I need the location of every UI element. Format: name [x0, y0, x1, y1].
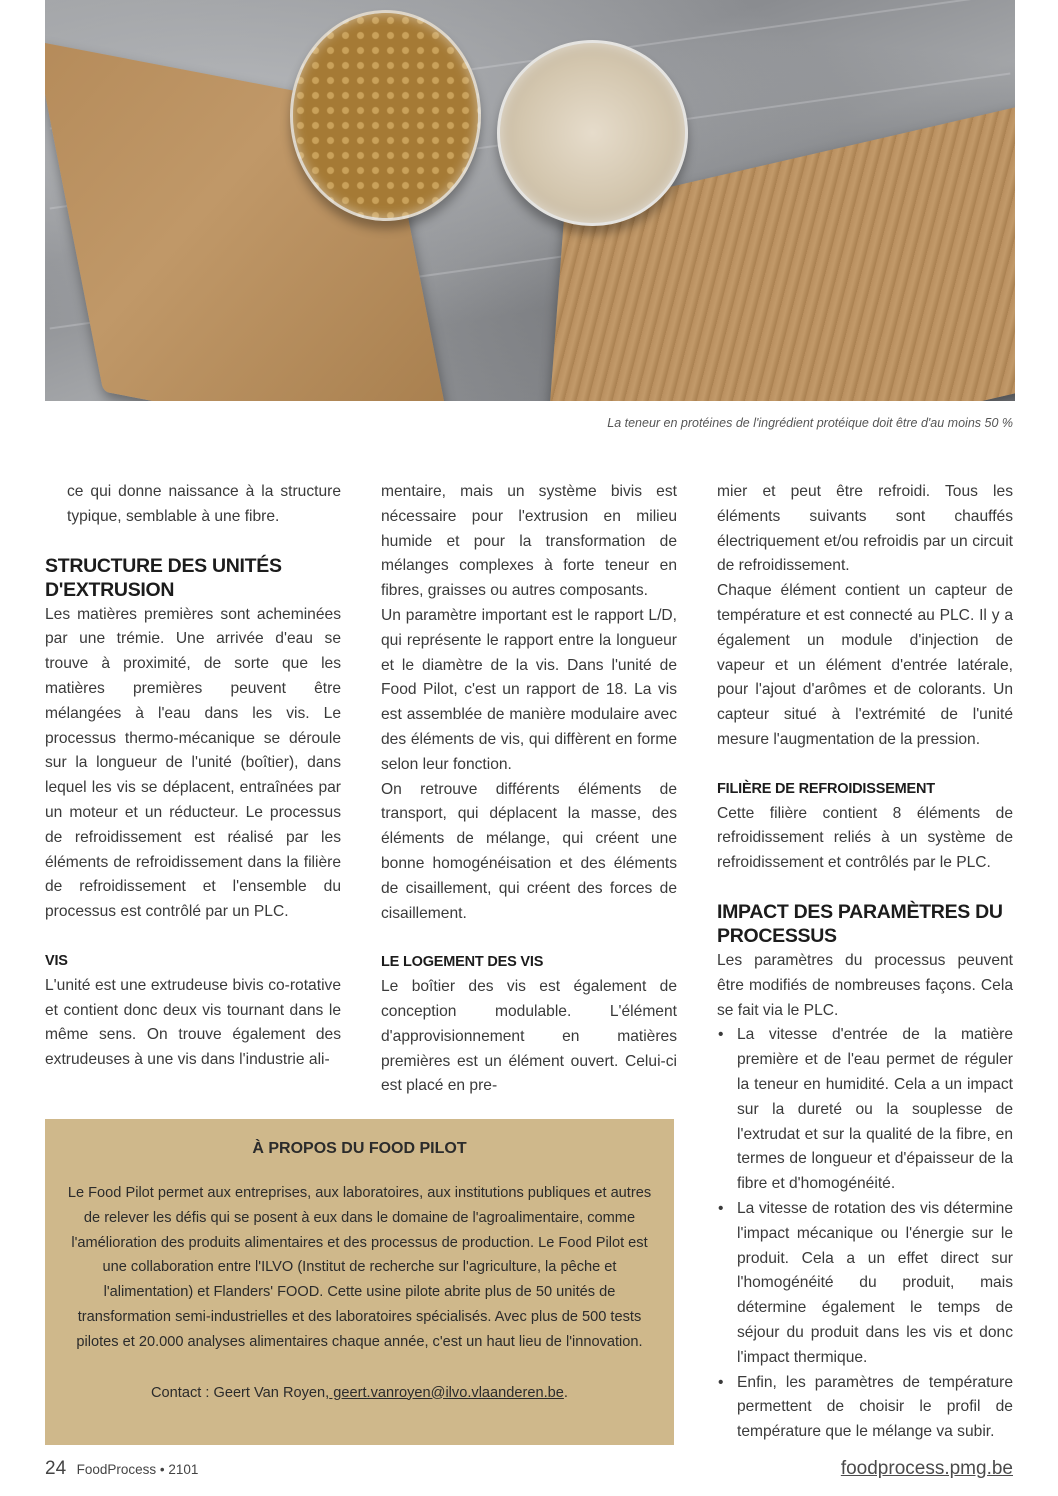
paragraph-screw-elements: On retrouve différents éléments de transport, qui déplacent la masse, des éléments de mélange, qui créent une bonne homogénéisation et des éléments de cisaillement, qui créent des forces de cisaillement. — [381, 780, 677, 922]
paragraph-structure: Les matières premières sont acheminées par une trémie. Une arrivée d'eau se trouve à proximité, de sorte que les matières premières peuvent être mélangées à l'eau dans les vis. Le processus thermo-mécanique se déroule sur la longueur de l'unité (boîtier), dans lequel les vis se déplacent, entraînées par un moteur et un réducteur. Le processus de refroidissement est réalisé par les éléments de refroidissement dans la filière de refroidissement et l'ensemble du processus est contrôlé par un PLC. — [45, 605, 341, 921]
page-number: 24 — [45, 1458, 67, 1479]
heading-logement: LE LOGEMENT DES VIS — [381, 954, 544, 971]
paragraph-vis-continued: mentaire, mais un système bivis est nécessaire pour l'extrusion en milieu humide et pour la transformation de mélanges complexes à forte teneur en fibres, graisses ou autres composants. — [381, 483, 677, 600]
contact-end: . — [563, 1384, 568, 1401]
list-item: • La vitesse de rotation des vis détermine l'impact mécanique ou l'énergie sur le produit. Cela a un effet direct sur l'homogénéité du produit, mais détermine également le temps de séjour du produit dans les vis et donc l'impact thermique. — [717, 1197, 1013, 1371]
paragraph-impact: Les paramètres du processus peuvent être modifiés de nombreuses façons. Cela se fait via le PLC. — [717, 951, 1013, 1019]
column-2 — [381, 480, 677, 1099]
footer-left — [45, 1458, 198, 1480]
soybean-cup — [290, 10, 481, 221]
parameter-list — [717, 1023, 1013, 1445]
photo-caption: La teneur en protéines de l'ingrédient protéique doit être d'au moins 50 % — [607, 416, 1013, 430]
contact-email-link[interactable]: geert.vanroyen@ilvo.vlaanderen.be — [329, 1384, 564, 1401]
paragraph-filiere: Cette filière contient 8 éléments de refroidissement reliés à un système de refroidissement et contrôlés par le PLC. — [717, 804, 1013, 872]
intro-paragraph: ce qui donne naissance à la structure typique, semblable à une fibre. — [67, 483, 341, 525]
website-link[interactable]: foodprocess.pmg.be — [840, 1458, 1013, 1479]
heading-impact: IMPACT DES PARAMÈTRES DU PROCESSUS — [717, 900, 1003, 948]
box-contact — [67, 1381, 652, 1406]
paragraph-vis: L'unité est une extrudeuse bivis co-rotative et contient donc deux vis tournant dans le même sens. On trouve également des extrudeuses à une vis dans l'industrie ali- — [45, 976, 341, 1069]
list-item: • La vitesse d'entrée de la matière première et de l'eau permet de réguler la teneur en humidité. Cela a un impact sur la dureté ou la souplesse de l'extrudat et sur la qualité de la fibre, en termes de longueur et d'épaisseur de la fibre et d'homogénéité. — [717, 1023, 1013, 1197]
box-body: Le Food Pilot permet aux entreprises, aux laboratoires, aux institutions publiques et autres de relever les défis qui se posent à eux dans le domaine de l'agroalimentaire, comme l'amélioration des produits alimentaires et des processus de production. Le Food Pilot est une collaboration entre l'ILVO (Institut de recherche sur l'agriculture, la pêche et l'alimentation) et Flanders' FOOD. Cette usine pilote abrite plus de 50 unités de transformation semi-industrielles et des laboratoires spécialisés. Avec plus de 500 tests pilotes et 20.000 analyses alimentaires chaque année, c'est un haut lieu de l'innovation. — [67, 1185, 652, 1350]
column-1 — [45, 480, 341, 1073]
about-food-pilot-box — [45, 1119, 674, 1445]
contact-label: Contact : Geert Van Royen, — [151, 1384, 330, 1401]
protein-powder-cup — [497, 40, 688, 226]
hero-photo — [45, 0, 1015, 401]
paragraph-logement: Le boîtier des vis est également de conception modulable. L'élément d'approvisionnement en matières premières est un élément ouvert. Celui-ci est placé en pre- — [381, 978, 677, 1095]
heading-filiere: FILIÈRE DE REFROIDISSEMENT — [717, 780, 935, 797]
heading-vis: VIS — [45, 952, 68, 969]
paragraph-ld-ratio: Un paramètre important est le rapport L/D, qui représente le rapport entre la longueur et le diamètre de la vis. Dans l'unité de Food Pilot, c'est un rapport de 18. La vis est assemblée de manière modulaire avec des éléments de vis, qui diffèrent en forme selon leur fonction. — [381, 606, 677, 773]
heading-structure: STRUCTURE DES UNITÉS D'EXTRUSION — [45, 554, 282, 602]
box-title: À PROPOS DU FOOD PILOT — [252, 1140, 467, 1157]
publication-name: FoodProcess • 2101 — [76, 1462, 199, 1477]
paragraph-logement-continued: mier et peut être refroidi. Tous les éléments suivants sont chauffés électriquement et/ou refroidis par un circuit de refroidissement. — [717, 483, 1013, 575]
list-item: • Enfin, les paramètres de température permettent de choisir le profil de température que le mélange va subir. — [717, 1371, 1013, 1445]
column-3 — [717, 480, 1013, 1445]
paragraph-sensor: Chaque élément contient un capteur de température et est connecté au PLC. Il y a également un module d'injection de vapeur et un élément d'entrée latérale, pour l'ajout d'arômes et de colorants. Un capteur situé à l'extrémité de l'unité mesure l'augmentation de la pression. — [717, 582, 1013, 748]
